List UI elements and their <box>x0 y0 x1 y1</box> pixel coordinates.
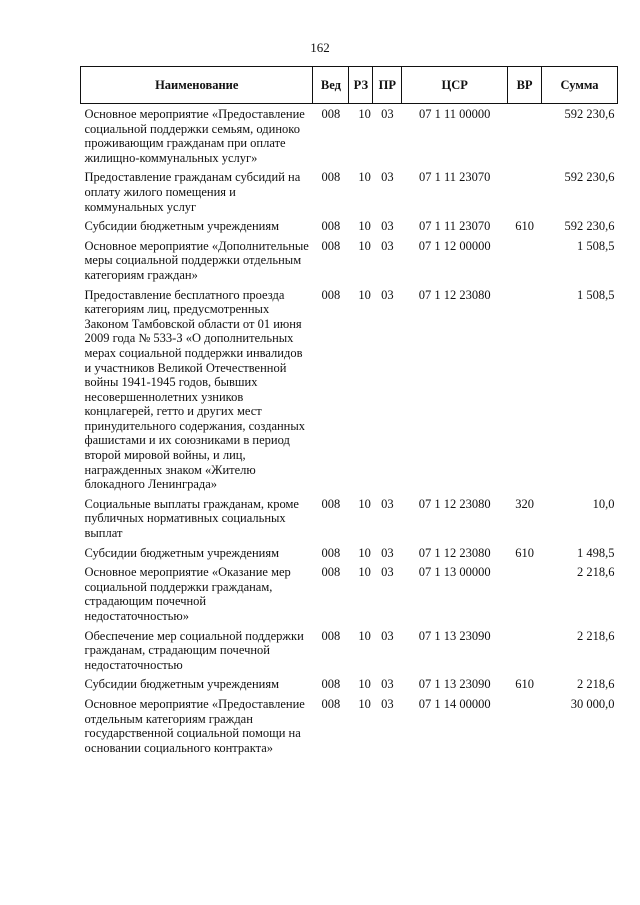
cell-vr: 610 <box>515 677 534 692</box>
cell-ved: 008 <box>321 628 341 643</box>
cell-ved: 008 <box>321 107 341 121</box>
cell-rz: 10 <box>358 170 371 185</box>
cell-ved: 008 <box>321 677 341 692</box>
cell-pr: 03 <box>381 287 394 302</box>
cell-name: Основное мероприятие «Предоставление социальной поддержки семьям, одиноко проживающим гражданам при оплате жилищно-коммунальных услуг» <box>84 107 305 165</box>
cell-pr: 03 <box>381 696 394 711</box>
table-row <box>81 104 618 171</box>
cell-csr: 07 1 12 23080 <box>418 496 491 511</box>
cell-sum: 592 230,6 <box>564 107 615 121</box>
table-row <box>81 677 618 697</box>
cell-sum: 1 508,5 <box>577 287 615 302</box>
cell-name: Основное мероприятие «Дополнительные меры социальной поддержки отдельным категориям граждан» <box>84 238 309 282</box>
cell-vr: 320 <box>515 496 534 511</box>
cell-rz: 10 <box>358 628 371 643</box>
header-csr: ЦСР <box>402 67 508 104</box>
table-row <box>81 565 618 628</box>
cell-pr: 03 <box>381 677 394 692</box>
table-row <box>81 629 618 678</box>
cell-sum: 2 218,6 <box>577 677 615 692</box>
table-row <box>81 170 618 219</box>
cell-name: Основное мероприятие «Предоставление отдельным категориям граждан государственной социальной помощи на основании социального контракта» <box>84 696 305 755</box>
table-row <box>81 697 618 760</box>
cell-pr: 03 <box>381 496 394 511</box>
cell-name: Субсидии бюджетным учреждениям <box>84 545 280 560</box>
cell-csr: 07 1 14 00000 <box>418 696 491 711</box>
table-row <box>81 497 618 546</box>
header-pr: ПР <box>373 67 402 104</box>
cell-ved: 008 <box>321 170 341 185</box>
cell-name: Субсидии бюджетным учреждениям <box>84 677 280 692</box>
cell-sum: 592 230,6 <box>564 170 615 185</box>
cell-csr: 07 1 12 00000 <box>418 238 491 253</box>
cell-rz: 10 <box>358 219 371 234</box>
header-row <box>81 67 618 104</box>
cell-vr <box>508 629 542 678</box>
cell-ved: 008 <box>321 238 341 253</box>
cell-csr: 07 1 11 23070 <box>418 170 491 185</box>
cell-csr: 07 1 13 00000 <box>418 565 491 580</box>
cell-vr <box>508 288 542 497</box>
cell-csr: 07 1 11 23070 <box>418 219 491 234</box>
cell-sum: 30 000,0 <box>570 696 615 711</box>
cell-vr <box>508 170 542 219</box>
page-number: 162 <box>310 40 330 55</box>
header-vr: ВР <box>508 67 542 104</box>
table-row <box>81 288 618 497</box>
cell-pr: 03 <box>381 545 394 560</box>
cell-rz: 10 <box>358 287 371 302</box>
cell-ved: 008 <box>321 696 341 711</box>
cell-csr: 07 1 11 00000 <box>418 107 491 121</box>
cell-ved: 008 <box>321 496 341 511</box>
cell-rz: 10 <box>358 238 371 253</box>
cell-pr: 03 <box>381 170 394 185</box>
cell-pr: 03 <box>381 628 394 643</box>
cell-sum: 1 498,5 <box>577 545 615 560</box>
table-row <box>81 546 618 566</box>
header-name: Наименование <box>81 67 313 104</box>
table-body <box>81 104 618 761</box>
cell-vr: 610 <box>515 219 534 234</box>
cell-name: Предоставление гражданам субсидий на оплату жилого помещения и коммунальных услуг <box>84 170 301 214</box>
cell-sum: 1 508,5 <box>577 238 615 253</box>
cell-rz: 10 <box>358 696 371 711</box>
cell-rz: 10 <box>358 565 371 580</box>
cell-rz: 10 <box>358 545 371 560</box>
cell-ved: 008 <box>321 545 341 560</box>
budget-table <box>80 66 618 760</box>
cell-vr <box>508 697 542 760</box>
cell-pr: 03 <box>381 107 394 121</box>
cell-ved: 008 <box>321 219 341 234</box>
cell-pr: 03 <box>381 238 394 253</box>
cell-rz: 10 <box>358 107 371 121</box>
cell-ved: 008 <box>321 565 341 580</box>
header-ved: Вед <box>313 67 349 104</box>
header-sum: Сумма <box>542 67 618 104</box>
cell-vr <box>508 239 542 288</box>
cell-sum: 592 230,6 <box>564 219 615 234</box>
cell-vr: 610 <box>515 545 534 560</box>
table-row <box>81 239 618 288</box>
cell-sum: 10,0 <box>592 496 615 511</box>
cell-pr: 03 <box>381 219 394 234</box>
cell-name: Социальные выплаты гражданам, кроме публичных нормативных социальных выплат <box>84 496 299 541</box>
table-header <box>81 67 618 104</box>
cell-rz: 10 <box>358 677 371 692</box>
cell-csr: 07 1 12 23080 <box>418 287 491 302</box>
cell-name: Основное мероприятие «Оказание мер социальной поддержки гражданам, страдающим почечной недостаточностью» <box>84 565 291 623</box>
cell-name: Предоставление бесплатного проезда категориям лиц, предусмотренных Законом Тамбовской области от 01 июня 2009 года № 533-З «О дополнительных мерах социальной поддержки инвалидов и участников Великой Отечественной войны 1941-1945 годов, бывших несовершеннолетних узников концлагерей, гетто и других мест принудительного содержания, созданных фашистами и их союзниками в период второй мировой войны, и лиц, награжденных знаком «Жителю блокадного Ленинграда» <box>84 287 306 492</box>
cell-vr <box>508 565 542 628</box>
cell-name: Субсидии бюджетным учреждениям <box>84 219 280 234</box>
header-rz: РЗ <box>349 67 373 104</box>
cell-rz: 10 <box>358 496 371 511</box>
cell-sum: 2 218,6 <box>577 628 615 643</box>
cell-vr <box>508 104 542 171</box>
table-row <box>81 219 618 239</box>
cell-name: Обеспечение мер социальной поддержки гражданам, страдающим почечной недостаточностью <box>84 628 304 672</box>
cell-pr: 03 <box>381 565 394 580</box>
cell-csr: 07 1 13 23090 <box>418 677 491 692</box>
cell-sum: 2 218,6 <box>577 565 615 580</box>
cell-csr: 07 1 13 23090 <box>418 628 491 643</box>
cell-csr: 07 1 12 23080 <box>418 545 491 560</box>
cell-ved: 008 <box>321 287 341 302</box>
